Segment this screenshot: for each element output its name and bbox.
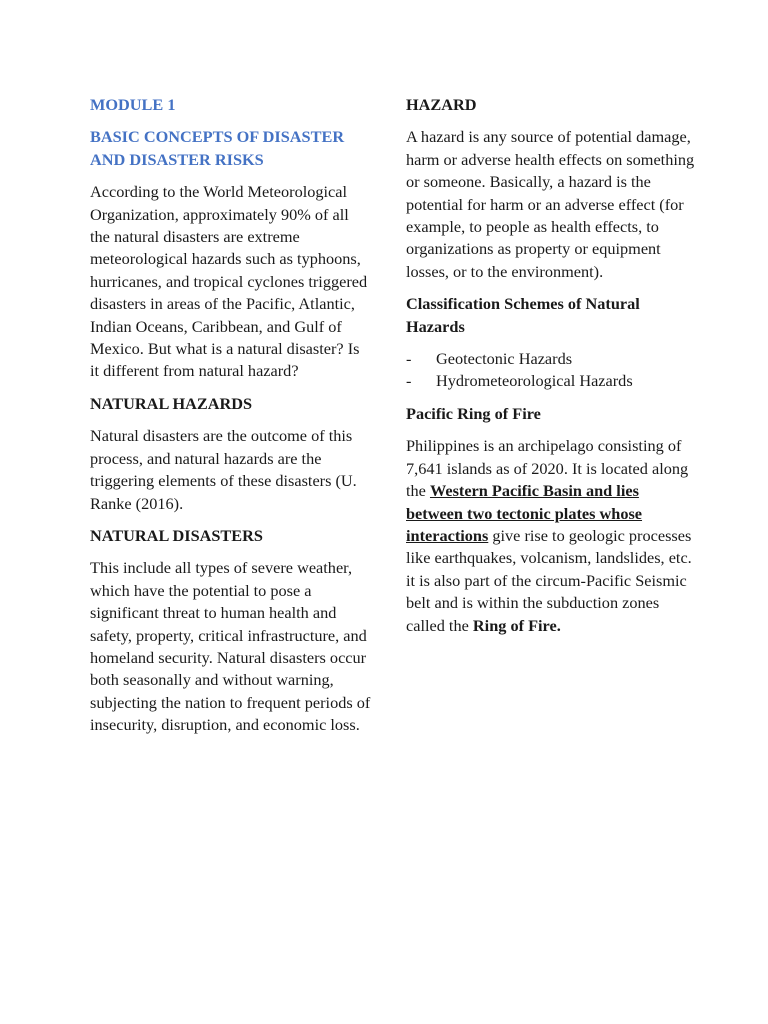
ring-text-emphasis: Western Pacific Basin and lies between two tectonic plates whose interactions xyxy=(406,481,643,545)
module-label: MODULE 1 xyxy=(90,95,176,114)
natural-hazards-paragraph: Natural disasters are the outcome of this process, and natural hazards are the triggering elements of these disasters (U. Ranke (2016). xyxy=(90,426,357,513)
list-marker: - xyxy=(406,349,412,369)
left-column xyxy=(90,94,372,747)
list-item-text: Hydrometeorological Hazards xyxy=(436,371,633,391)
ring-text-part-1: Philippines is an archipelago consisting of 7,641 islands as of 2020. It is located along the xyxy=(406,436,689,501)
ring-of-fire-heading: Pacific Ring of Fire xyxy=(406,403,541,423)
natural-disasters-heading: NATURAL DISASTERS xyxy=(90,525,263,545)
list-marker: - xyxy=(406,371,412,391)
right-column xyxy=(406,94,696,647)
document-title: BASIC CONCEPTS OF DISASTER AND DISASTER RISKS xyxy=(90,127,345,169)
list-item xyxy=(406,370,696,392)
hazard-heading: HAZARD xyxy=(406,95,477,114)
list-item-text: Geotectonic Hazards xyxy=(436,349,573,369)
natural-disasters-paragraph: This include all types of severe weather, which have the potential to pose a significant threat to human health and safety, property, critical infrastructure, and homeland security. Natural disasters occur both seasonally and without warning, subjecting the nation to frequent periods of insecurity, disruption, and economic loss. xyxy=(90,558,371,735)
hazard-paragraph: A hazard is any source of potential damage, harm or adverse health effects on something or someone. Basically, a hazard is the potential for harm or an adverse effect (for example, to people as health effects, to organizations as property or equipment losses, or to the environment). xyxy=(406,127,695,281)
classification-list xyxy=(406,348,696,393)
intro-paragraph: According to the World Meteorological Organization, approximately 90% of all the natural disasters are extreme meteorological hazards such as typhoons, hurricanes, and tropical cyclones triggered disasters in areas of the Pacific, Atlantic, Indian Oceans, Caribbean, and Gulf of Mexico. But what is a natural disaster? Is it different from natural hazard? xyxy=(90,182,368,381)
classification-heading: Classification Schemes of Natural Hazards xyxy=(406,294,640,336)
list-item xyxy=(406,348,696,370)
natural-hazards-heading: NATURAL HAZARDS xyxy=(90,393,253,413)
ring-of-fire-paragraph xyxy=(406,435,696,637)
ring-text-part-2: give rise to geologic processes like earthquakes, volcanism, landslides, etc. it is also part of the circum-Pacific Seismic belt and is within the subduction zones called the xyxy=(406,525,692,635)
ring-of-fire-term: Ring of Fire. xyxy=(472,615,561,635)
